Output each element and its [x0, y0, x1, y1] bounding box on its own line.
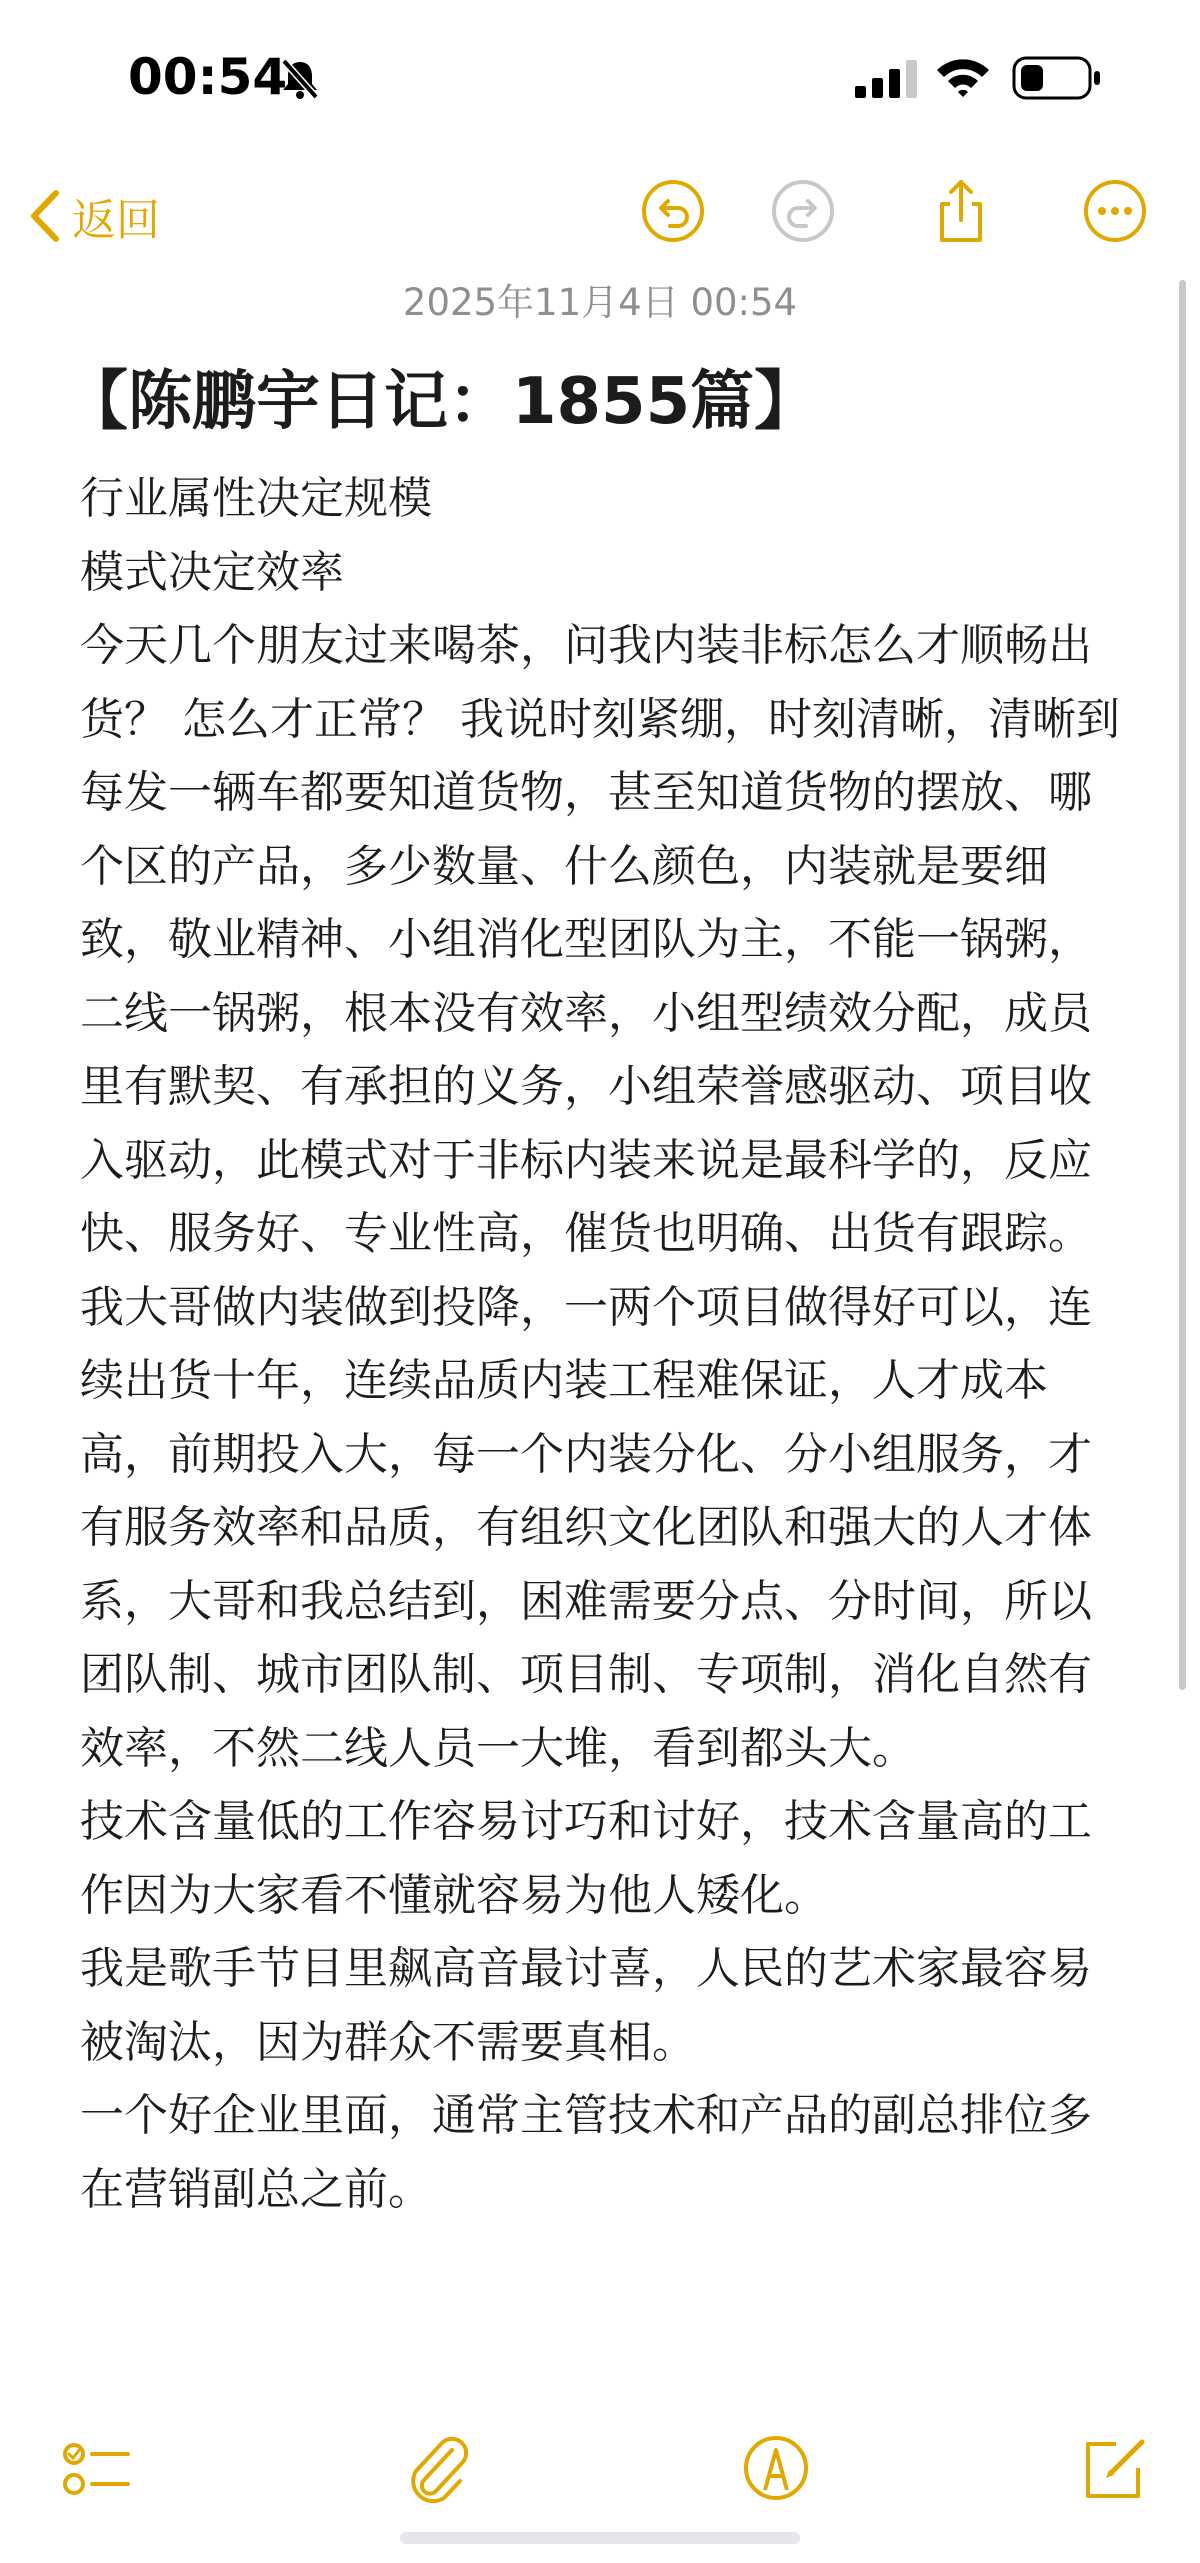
back-button[interactable] — [30, 184, 160, 248]
markup-icon[interactable] — [738, 2430, 814, 2506]
status-bar — [0, 0, 1200, 150]
note-paragraph: 技术含量低的工作容易讨巧和讨好，技术含量高的工作因为大家看不懂就容易为他人矮化。 — [80, 1796, 1092, 1921]
note-paragraph: 我大哥做内装做到投降，一两个项目做得好可以，连续出货十年，连续品质内装工程难保证，人才成本高，前期投入大，每一个内装分化、分小组服务，才有服务效率和品质，有组织文化团队和强大的人才体系，大哥和我总结到，困难需要分点、分时间，所以团队制、城市团队制、项目制、专项制，消化自然有效率，不然二线人员一大堆，看到都头大。 — [80, 1281, 1092, 1774]
home-indicator[interactable] — [400, 2532, 800, 2544]
note-paragraph: 模式决定效率 — [80, 546, 344, 598]
battery-icon — [1012, 56, 1102, 100]
wifi-icon — [935, 56, 991, 98]
note-paragraph: 今天几个朋友过来喝茶，问我内装非标怎么才顺畅出货？ 怎么才正常？ 我说时刻紧绷，时刻清晰，清晰到每发一辆车都要知道货物，甚至知道货物的摆放、哪个区的产品，多少数量、什么颜色，内装就是要细致，敬业精神、小组消化型团队为主，不能一锅粥，二线一锅粥，根本没有效率，小组型绩效分配，成员里有默契、有承担的义务，小组荣誉感驱动、项目收入驱动，此模式对于非标内装来说是最科学的，反应快、服务好、专业性高，催货也明确、出货有跟踪。 — [80, 620, 1120, 1259]
muted-bell-icon — [278, 58, 322, 100]
attachment-icon[interactable] — [400, 2430, 476, 2506]
checklist-icon[interactable] — [60, 2430, 136, 2506]
status-time: 00:54 — [128, 48, 288, 106]
bottom-toolbar — [0, 2420, 1200, 2520]
compose-icon[interactable] — [1076, 2430, 1152, 2506]
chevron-left-icon — [30, 189, 60, 243]
undo-icon[interactable] — [640, 178, 706, 244]
note-body[interactable] — [80, 462, 1130, 2226]
note-nav-bar — [0, 170, 1200, 260]
back-label: 返回 — [72, 195, 160, 246]
scroll-indicator[interactable] — [1179, 280, 1186, 1690]
note-paragraph: 我是歌手节目里飙高音最讨喜，人民的艺术家最容易被淘汰，因为群众不需要真相。 — [80, 1943, 1092, 2068]
note-paragraph: 行业属性决定规模 — [80, 473, 432, 524]
share-icon[interactable] — [928, 178, 994, 244]
note-paragraph: 一个好企业里面，通常主管技术和产品的副总排位多在营销副总之前。 — [80, 2090, 1092, 2215]
more-icon[interactable] — [1082, 178, 1148, 244]
note-date: 2025年11月4日 00:54 — [402, 281, 798, 324]
redo-icon[interactable] — [770, 178, 836, 244]
note-title[interactable]: 【陈鹏宇日记：1855篇】 — [64, 365, 819, 439]
cellular-signal-icon — [855, 60, 919, 98]
